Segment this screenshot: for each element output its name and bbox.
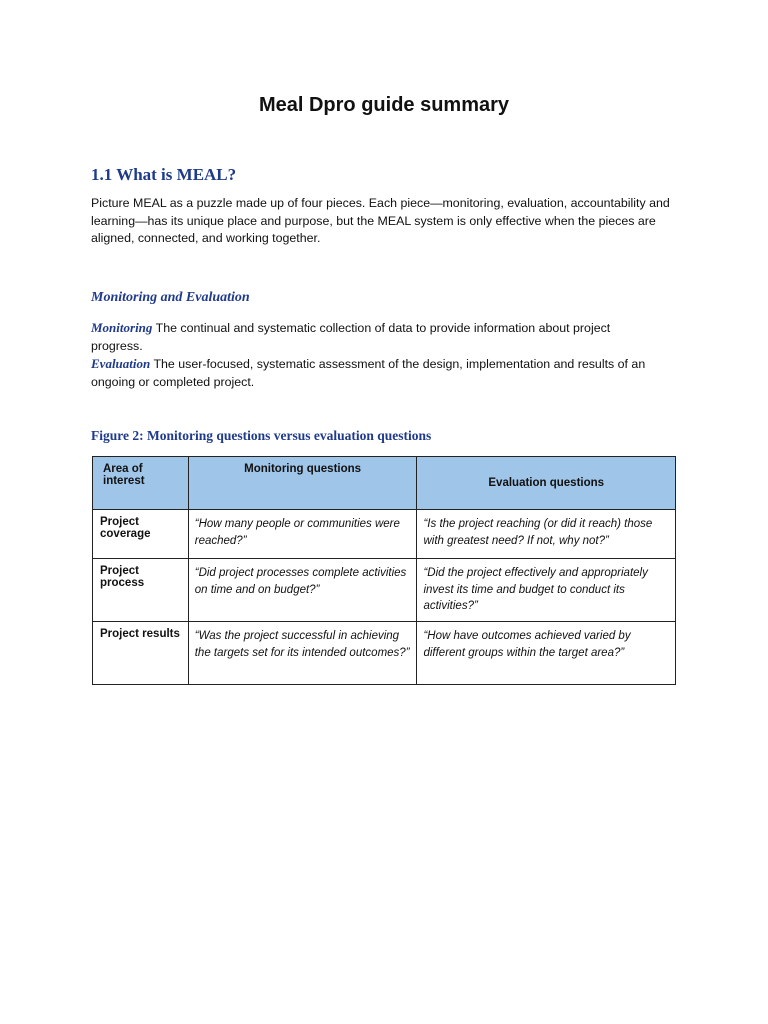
header-evaluation: Evaluation questions	[417, 457, 676, 510]
table-header-row	[93, 457, 676, 510]
table-row	[93, 622, 676, 685]
row-evaluation-question: “Did the project effectively and appropriately invest its time and budget to conduct its activities?”	[417, 559, 676, 622]
header-monitoring: Monitoring questions	[188, 457, 417, 510]
figure-caption: Figure 2: Monitoring questions versus evaluation questions	[91, 428, 432, 443]
header-area: Area of interest	[93, 457, 189, 510]
row-area: Project results	[93, 622, 189, 685]
row-evaluation-question: “Is the project reaching (or did it reach) those with greatest need? If not, why not?”	[417, 510, 676, 559]
row-area: Project process	[93, 559, 189, 622]
row-monitoring-question: “Did project processes complete activities on time and on budget?”	[188, 559, 417, 622]
row-monitoring-question: “How many people or communities were reached?”	[188, 510, 417, 559]
questions-table	[92, 456, 676, 685]
definition-text: The user-focused, systematic assessment of the design, implementation and results of an ongoing or completed project.	[91, 357, 646, 389]
document-title: Meal Dpro guide summary	[258, 94, 510, 116]
table-row	[93, 559, 676, 622]
section-heading: 1.1 What is MEAL?	[91, 165, 237, 184]
row-monitoring-question: “Was the project successful in achieving the targets set for its intended outcomes?”	[188, 622, 417, 685]
table-row	[93, 510, 676, 559]
definition-evaluation	[91, 355, 661, 391]
definitions	[91, 319, 661, 391]
intro-paragraph: Picture MEAL as a puzzle made up of four pieces. Each piece—monitoring, evaluation, accountability and learning—has its unique place and purpose, but the MEAL system is only effective when the pieces are aligned, connected, and working together.	[91, 196, 670, 245]
definition-monitoring	[91, 319, 661, 355]
row-area: Project coverage	[93, 510, 189, 559]
definition-term: Monitoring	[91, 320, 153, 335]
row-evaluation-question: “How have outcomes achieved varied by different groups within the target area?”	[417, 622, 676, 685]
definition-term: Evaluation	[91, 356, 151, 371]
subheading-monitoring-evaluation: Monitoring and Evaluation	[91, 290, 250, 305]
definition-text: The continual and systematic collection of data to provide information about project progress.	[91, 321, 611, 353]
